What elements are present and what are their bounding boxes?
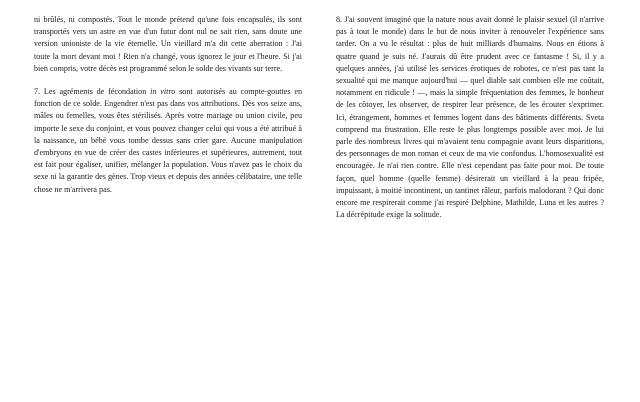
right-column (336, 14, 604, 392)
paragraph-continued: ni brûlés, ni compostés. Tout le monde prétend qu'une fois encapsulés, ils sont transportés vers un astre en vue d'un futur dont nul ne sait rien, sans doute une version unioniste de la vie éternelle. Un vieillard m'a dit cette aberration : J'ai toute la mort devant moi ! Rien n'a changé, vous ignorez le jour et l'heure. Si j'ai bien compris, votre décès est programmé selon le solde des vivants sur terre. (34, 15, 302, 73)
paragraph-8: 8. J'ai souvent imaginé que la nature nous avait donné le plaisir sexuel (il n'arrive pas à tout le monde) dans le but de nous inviter à renouveler l'expérience sans tarder. On a vu le résultat : plus de huit milliards d'humains. Nous en étions à quatre quand je suis né. J'aurais dû être prudent avec ce fantasme ! Si, il y a quelques années, j'ai utilisé les services érotiques de robotes, ce n'est pas tant la sexualité qui me manque aujourd'hui — quel diable sait combien elle me coûtait, notamment en ridicule ! —, mais la simple fréquentation des femmes, le bonheur de les côtoyer, les observer, de respirer leur présence, de les écouter s'exprimer. Ici, étrangement, hommes et femmes logent dans des bâtiments différents. Sveta comprend ma frustration. Elle reste le plus longtemps possible avec moi. Je lui parle des nombreux livres qui m'avaient tenu compagnie avant leurs disparitions, des personnages de mon roman et ceux de ma vie confondus. L'homosexualité est encouragée. Je n'ai rien contre. Elle n'est cependant pas faite pour moi. De toute façon, quel homme (quelle femme) désirerait un vieillard à la peau fripée, impuissant, à moitié incontinent, un tantinet râleur, parfois malodorant ? Qui donc encore me respirerait comme j'ai respiré Delphine, Mathilde, Luna et les autres ? La décrépitude exige la solitude. (336, 15, 604, 220)
paragraph-7-text-before: 7. Les agréments de fécondation (34, 87, 151, 97)
paragraph-7-text-after: sont autorisés au compte-gouttes en fonction de ce solde. Engendrer n'est pas dans vos attributions. Dès vos seize ans, mâles ou femelles, vous êtes stérilisés. Après votre mariage ou union civile, peu importe le sexe du conjoint, et vous pouvez changer celui qui vous a été attribué à la naissance, un bébé vous tombe dessus sans crier gare. Aucune manipulation d'embryons en vue de créer des castes inférieures et supérieures, autrement, tout est fait pour égaliser, unifier, mélanger la population. Vous n'avez pas le choix du sexe ni la garantie des gènes. Trop vieux et depuis des années célibataire, une telle chose ne m'arrivera pas. (34, 87, 302, 194)
paragraph-7-italic-term: in vitro (150, 87, 176, 97)
paragraph-7 (34, 86, 302, 196)
left-column (34, 14, 302, 392)
